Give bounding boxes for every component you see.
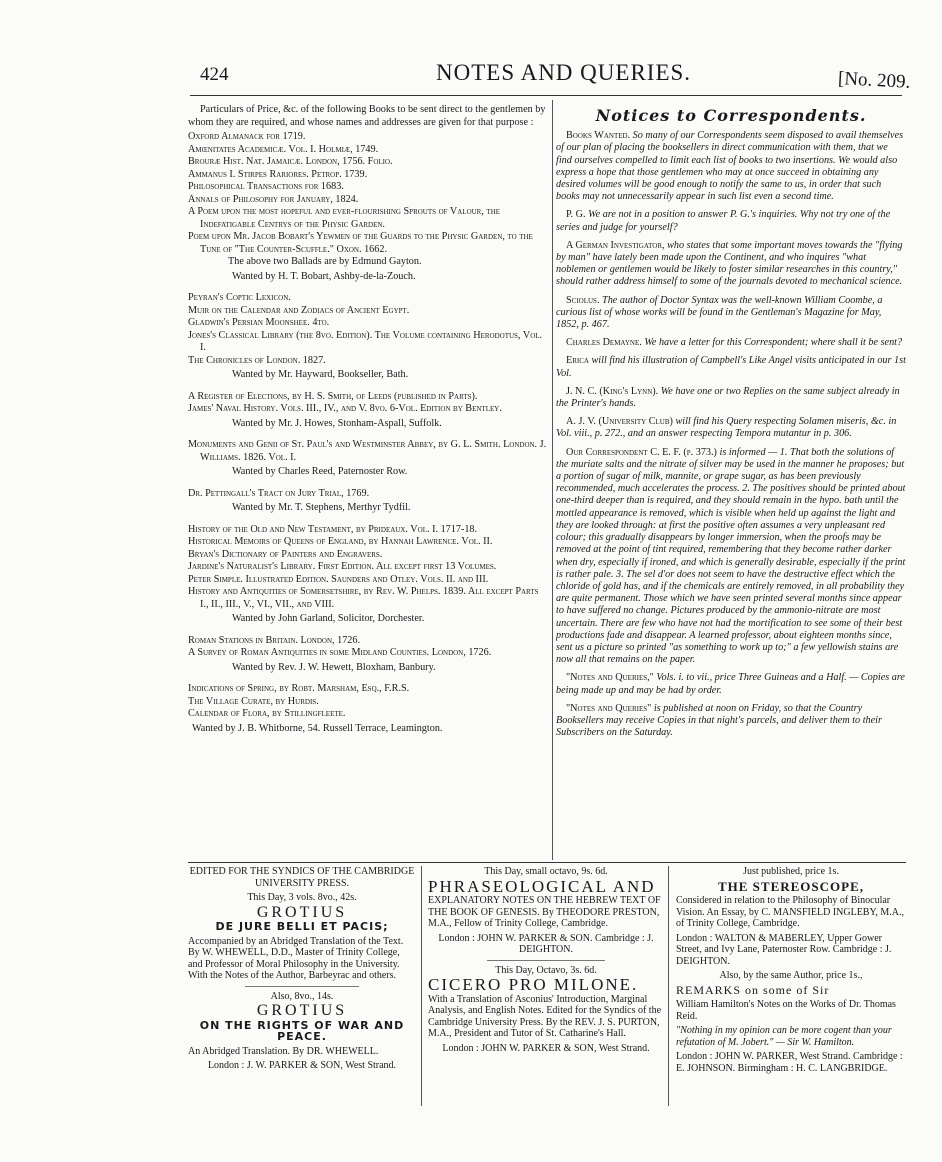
book-entry: Muir on the Calendar and Zodiacs of Ancient Egypt.	[188, 304, 410, 316]
notice-item	[556, 337, 906, 349]
notice-text: So many of our Correspondents seem disposed to avail themselves of our plan of placing the booksellers in direct communication with them, that we find ourselves compelled to limit each list of books to two insertions. We would also express a hope that those gentlemen who may at once succeed in obtaining any desired volumes will be good enough to notify the same to us, in order that such books may not unnecessarily appear in such list even a second time.	[556, 130, 904, 203]
notice-lead: Books Wanted.	[566, 130, 631, 142]
notice-text: is published at noon on Friday, so that the Country Booksellers may receive Copies in that night's parcels, and deliver them to their Subscribers on the Saturday.	[556, 702, 882, 739]
ad-description: EXPLANATORY NOTES ON THE HEBREW TEXT OF THE BOOK OF GENESIS. By THEODORE PRESTON, M.A., Fellow of Trinity College, Cambridge.	[428, 895, 661, 929]
book-entry: History and Antiquities of Somersetshire, by Rev. W. Phelps. 1839. All except Parts I., II., III., V., VI., VII., and VIII.	[188, 586, 539, 610]
ad-day-note: Also, 8vo., 14s.	[270, 990, 334, 1002]
book-entry: Calendar of Flora, by Stillingfleete.	[188, 708, 346, 719]
notice-text: We have one or two Replies on the same subject already in the Printer's hands.	[556, 385, 900, 410]
ad-divider-2	[668, 866, 669, 1106]
ad-subtitle: DE JURE BELLI ET PACIS;	[215, 920, 389, 933]
notice-lead: J. N. C. (King's Lynn).	[566, 385, 659, 397]
ad-rule	[245, 986, 359, 987]
wanted-by: Wanted by J. B. Whitborne, 54. Russell Terrace, Leamington.	[192, 722, 443, 734]
books-wanted-column	[188, 104, 548, 744]
book-entry: Roman Stations in Britain. London, 1726.	[188, 634, 361, 646]
book-entry: Brouræ Hist. Nat. Jamaicæ. London, 1756. Folio.	[188, 156, 393, 167]
ad-rule	[487, 960, 605, 961]
notice-lead: Charles Demayne.	[566, 337, 642, 349]
ad-title: THE STEREOSCOPE,	[717, 878, 865, 894]
ads-top-rule	[188, 862, 906, 863]
ad-title: REMARKS on some of Sir	[676, 982, 830, 997]
ad-title: GROTIUS	[256, 1002, 348, 1019]
wanted-group-1	[188, 131, 548, 283]
wanted-group-5	[188, 488, 548, 515]
header-rule	[190, 95, 902, 96]
ad-publisher: London : J. W. PARKER & SON, West Strand.	[207, 1060, 397, 1071]
notice-lead: A. J. V. (University Club)	[566, 416, 673, 428]
ad-publisher: London : JOHN W. PARKER & SON, West Strand.	[442, 1042, 650, 1054]
ad-edited-note: EDITED FOR THE SYNDICS OF THE CAMBRIDGE UNIVERSITY PRESS.	[189, 866, 415, 889]
notice-lead: Erica	[566, 355, 589, 367]
ad-title: GROTIUS	[256, 903, 348, 921]
book-entry: Poem upon Mr. Jacob Bobart's Yewmen of the Guards to the Physic Garden, to the Tune of "The Counter-Scuffle." Oxon. 1662.	[188, 231, 533, 255]
ad-divider-1	[421, 866, 422, 1106]
ad-day-note: Also, by the same Author, price 1s.,	[719, 970, 863, 981]
notice-text: We have a letter for this Correspondent; where shall it be sent?	[644, 337, 903, 349]
notices-title: Notices to Correspondents.	[595, 106, 867, 125]
notice-item	[556, 416, 906, 440]
notice-text: is informed — 1. That both the solutions of the muriate salts and the nitrate of silver may be used in the manner he proposes; but a portion of sugar of milk, mannite, or grape sugar, as has been previously recommended, much accelerates the process. 2. The positives should be printed about one-third deeper than is required, and they should remain in the hypo. bath until the mottled appearance is removed, which is visible when held up against the light and they are looked through: at first the positive often assumes a very unpleasant red colour; this gradually disappears by longer immersion, when the proofs may be removed at the point of tint required, remembering that they become rather darker when dry, especially if ironed, and which is generally desirable, especially if the print is rather pale. 3. The sel d'or does not seem to have the destructive effect which the chloride of gold has, and if the chemicals are entirely removed, in all probability they are quite permanent. Those which we have seen printed several months since appear to have suffered no change. Pictures produced by the ammonio-nitrate are most uncertain. There are few who have not had the mortification to see some of their best productions fade and disappear. A learned professor, about eighteen months since, sent us a picture so printed "as something to work up to;" a few yellowish stains are now all that remains on the paper.	[556, 446, 906, 666]
ad-description: William Hamilton's Notes on the Works of Dr. Thomas Reid.	[676, 999, 896, 1022]
column-divider	[552, 100, 553, 860]
book-entry: Ammanus I. Stirpes Rariores. Petrop. 1739.	[188, 168, 368, 180]
wanted-by: Wanted by H. T. Bobart, Ashby-de-la-Zouch.	[232, 270, 416, 282]
wanted-by: Wanted by Rev. J. W. Hewett, Bloxham, Banbury.	[232, 661, 436, 673]
ad-description: Accompanied by an Abridged Translation of the Text. By W. WHEWELL, D.D., Master of Trinity College, and Professor of Moral Philosophy in the University. With the Notes of the Author, Barbeyrac and others.	[188, 935, 404, 981]
notice-text: who states that some important moves towards the "flying by man" have lately been made upon the Continent, and who inquires "what noblemen or gentlemen would be likely to foster similar researches in this country," should rather address himself to some of the journals devoted to mechanical science.	[556, 239, 903, 288]
wanted-group-7	[188, 635, 548, 675]
wanted-by: Wanted by Charles Reed, Paternoster Row.	[232, 466, 408, 477]
books-wanted-intro: Particulars of Price, &c. of the following Books to be sent direct to the gentlemen by whom they are required, and whose names and addresses are given for that purpose :	[188, 104, 546, 128]
book-entry: Bryan's Dictionary of Painters and Engravers.	[188, 548, 383, 560]
ad-subtitle: ON THE RIGHTS OF WAR AND PEACE.	[199, 1018, 405, 1043]
notice-lead: "Notes and Queries"	[566, 702, 652, 714]
ad-description: An Abridged Translation. By DR. WHEWELL.	[188, 1045, 379, 1057]
ad-description: With a Translation of Asconius' Introduction, Marginal Analysis, and English Notes. Edited for the Syndics of the Cambridge University Press. By the REV. J. S. PURTON, M.A., President and Tutor of St. Catharine's Hall.	[428, 993, 662, 1039]
book-entry: Gladwin's Persian Moonshee. 4to.	[188, 317, 330, 328]
notice-item	[556, 295, 906, 332]
book-entry: Oxford Almanack for 1719.	[188, 131, 306, 142]
notice-item	[556, 703, 906, 740]
notice-text: We are not in a position to answer P. G.'s inquiries. Why not try one of the series and judge for yourself?	[556, 209, 891, 233]
wanted-by: Wanted by Mr. T. Stephens, Merthyr Tydfil.	[232, 502, 411, 513]
ad-title: CICERO PRO MILONE.	[428, 975, 639, 994]
notice-lead: "Notes and Queries,"	[566, 672, 654, 684]
ad-publisher: London : JOHN W. PARKER, West Strand. Cambridge : E. JOHNSON. Birmingham : H. C. LANGBRIDGE.	[676, 1051, 903, 1074]
book-entry: Peter Simple. Illustrated Edition. Saunders and Otley. Vols. II. and III.	[188, 573, 489, 585]
book-entry: Amœnitates Academicæ. Vol. I. Holmiæ, 1749.	[188, 143, 379, 155]
notice-item	[556, 672, 906, 696]
ad-day-note: This Day, 3 vols. 8vo., 42s.	[247, 892, 357, 903]
book-entry: Dr. Pettingall's Tract on Jury Trial, 1769.	[188, 487, 370, 499]
notice-text: will find his Query respecting Solamen miseris, &c. in Vol. viii., p. 272., and an answer respecting Tempora mutantur in p. 306.	[556, 416, 897, 440]
book-entry: Indications of Spring, by Robt. Marsham, Esq., F.R.S.	[188, 683, 410, 694]
book-entry: Philosophical Transactions for 1683.	[188, 181, 344, 192]
ad-day-note: This Day, small octavo, 9s. 6d.	[484, 866, 608, 877]
book-entry: A Survey of Roman Antiquities in some Midland Counties. London, 1726.	[188, 647, 492, 658]
book-entry: Historical Memoirs of Queens of England, by Hannah Lawrence. Vol. II.	[188, 536, 493, 547]
advertisement-phraseological	[428, 866, 664, 1057]
notice-lead: Sciolus.	[566, 294, 600, 306]
running-title: NOTES AND QUERIES.	[436, 60, 692, 85]
notice-text: The author of Doctor Syntax was the well-known William Coombe, a curious list of whose works will be found in the Gentleman's Magazine for May, 1852, p. 467.	[556, 294, 883, 331]
notice-lead: A German Investigator,	[566, 239, 665, 251]
ad-day-note: This Day, Octavo, 3s. 6d.	[495, 964, 597, 976]
ad-day-note: Just published, price 1s.	[743, 866, 839, 877]
book-entry: History of the Old and New Testament, by Prideaux. Vol. I. 1717-18.	[188, 523, 478, 535]
wanted-group-4	[188, 439, 548, 479]
book-entry: Jones's Classical Library (the 8vo. Edition). The Volume containing Herodotus, Vol. I.	[188, 329, 543, 353]
notice-lead: P. G.	[566, 209, 586, 221]
ad-title: PHRASEOLOGICAL AND	[428, 876, 656, 896]
book-entry: Peyran's Coptic Lexicon.	[188, 292, 291, 303]
book-entry: A Poem upon the most hopeful and ever-flourishing Sprouts of Valour, the Indefatigable Centrys of the Physic Garden.	[188, 206, 501, 230]
wanted-by: Wanted by Mr. Hayward, Bookseller, Bath.	[232, 369, 409, 380]
wanted-group-6	[188, 524, 548, 626]
book-entry: A Register of Elections, by H. S. Smith, of Leeds (published in Parts).	[188, 390, 478, 402]
book-entry: Jardine's Naturalist's Library. First Edition. All except first 13 Volumes.	[188, 561, 497, 572]
notice-item	[556, 130, 906, 203]
ballad-note: The above two Ballads are by Edmund Gayton.	[228, 256, 422, 267]
notice-item	[556, 240, 906, 289]
notice-text: Vols. i. to vii., price Three Guineas and a Half. — Copies are being made up and may be had by order.	[556, 672, 905, 696]
ad-quote: "Nothing in my opinion can be more cogent than your refutation of M. Jobert." — Sir W. Hamilton.	[676, 1025, 892, 1048]
notice-item	[556, 209, 906, 233]
book-entry: The Village Curate, by Hurdis.	[188, 695, 319, 707]
wanted-by: Wanted by Mr. J. Howes, Stonham-Aspall, Suffolk.	[232, 417, 442, 429]
ad-description: Considered in relation to the Philosophy of Binocular Vision. An Essay, by C. MANSFIELD INGLEBY, M.A., of Trinity College, Cambridge.	[676, 895, 905, 929]
book-entry: Annals of Philosophy for January, 1824.	[188, 193, 359, 205]
wanted-by: Wanted by John Garland, Solicitor, Dorchester.	[232, 613, 425, 624]
notice-item	[556, 355, 906, 379]
advertisement-stereoscope	[676, 866, 906, 1077]
book-entry: Monuments and Genii of St. Paul's and Westminster Abbey, by G. L. Smith. London. J. Williams. 1826. Vol. I.	[188, 439, 547, 463]
notices-column	[556, 106, 906, 745]
book-entry: James' Naval History. Vols. III., IV., and V. 8vo. 6-Vol. Edition by Bentley.	[188, 403, 502, 414]
notice-item	[556, 447, 906, 667]
notice-text: will find his illustration of Campbell's Like Angel visits anticipated in our 1st Vol.	[556, 355, 906, 379]
notice-lead: Our Correspondent C. E. F. (p. 373.)	[566, 446, 717, 458]
ad-publisher: London : JOHN W. PARKER & SON. Cambridge : J. DEIGHTON.	[438, 932, 654, 955]
wanted-group-3	[188, 391, 548, 431]
wanted-group-8	[188, 683, 548, 735]
page-number: 424	[200, 64, 229, 85]
notice-item	[556, 386, 906, 410]
book-entry: The Chronicles of London. 1827.	[188, 354, 326, 366]
ad-publisher: London : WALTON & MABERLEY, Upper Gower Street, and Ivy Lane, Paternoster Row. Cambridge : J. DEIGHTON.	[676, 932, 892, 967]
issue-number: [No. 209.	[837, 68, 911, 93]
advertisement-grotius	[188, 866, 416, 1075]
wanted-group-2	[188, 292, 548, 382]
